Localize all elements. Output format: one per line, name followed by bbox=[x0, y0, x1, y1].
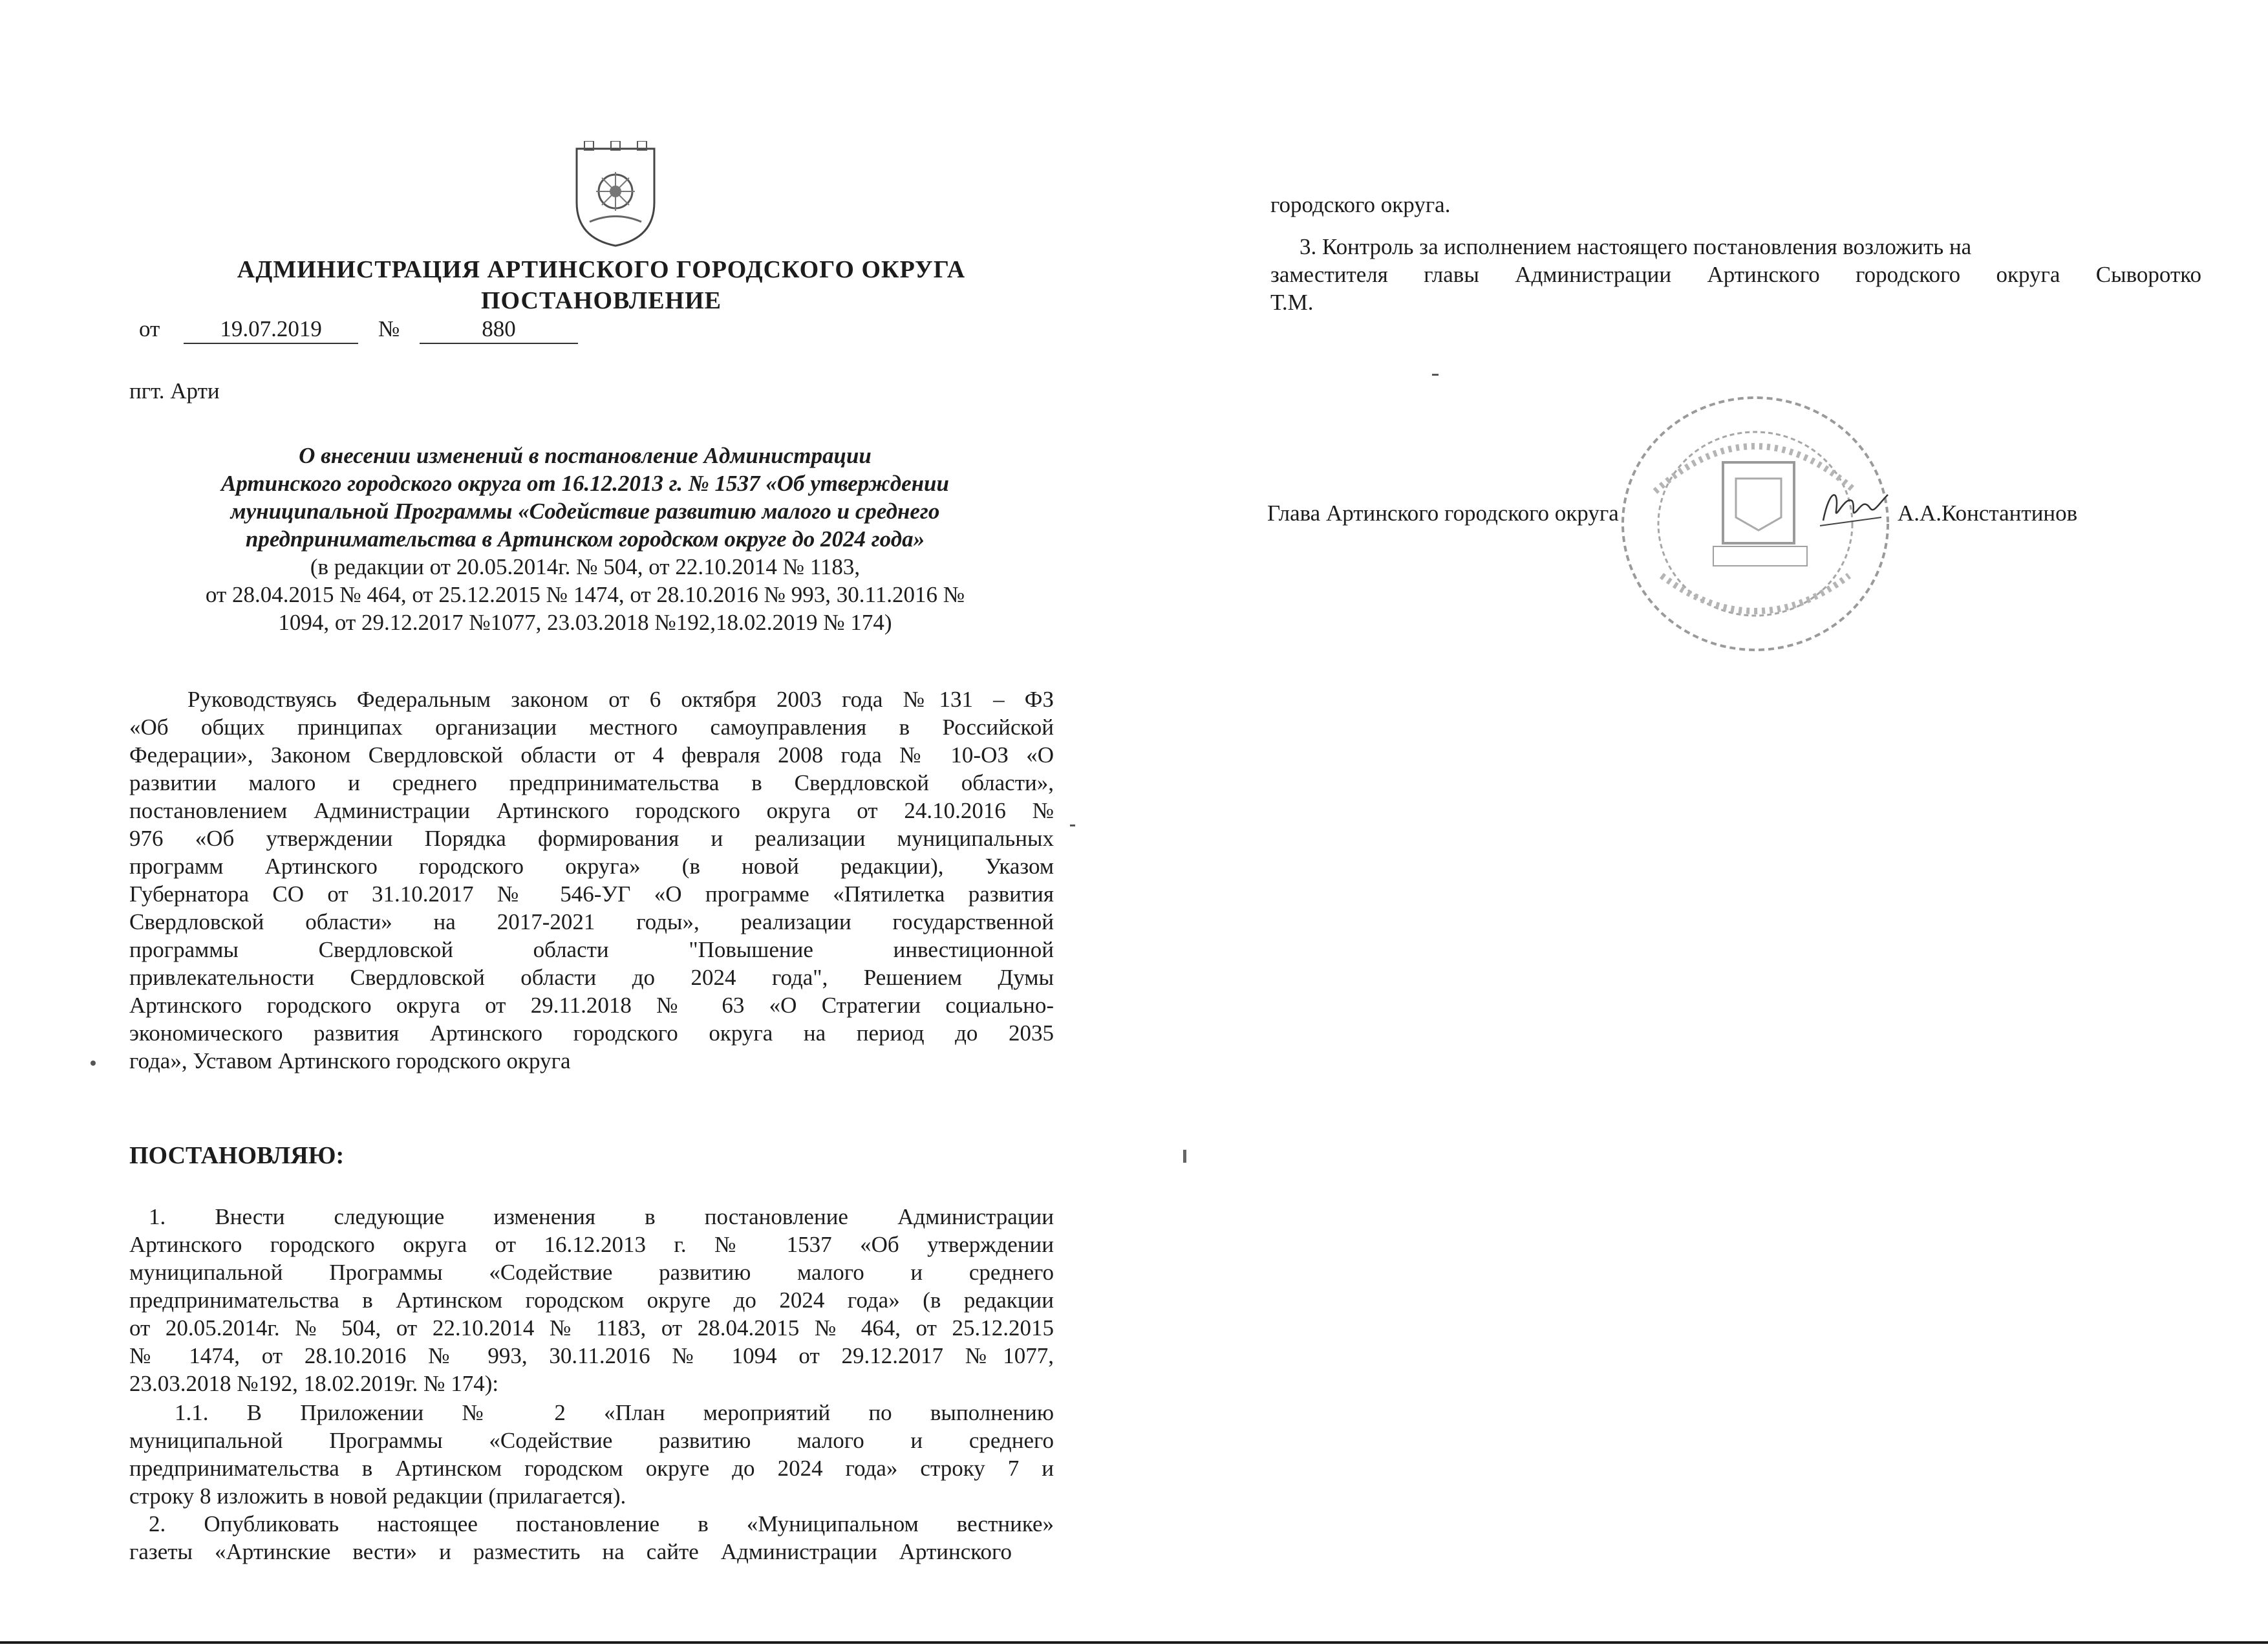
item-3 bbox=[1270, 233, 2201, 316]
date-prefix: от bbox=[139, 316, 160, 341]
scan-mark bbox=[1183, 1150, 1186, 1163]
scan-mark bbox=[91, 1061, 96, 1066]
preamble-line: «Об общих принципах организации местного самоуправления в Российской bbox=[129, 715, 1054, 740]
subject-line: предпринимательства в Артинском городском округе до 2024 года» bbox=[245, 526, 925, 552]
preamble-line: Губернатора СО от 31.10.2017 № 546-УГ «О программе «Пятилетка развития bbox=[129, 881, 1054, 907]
preamble-line: экономического развития Артинского городского округа на период до 2035 bbox=[129, 1020, 1054, 1046]
doc-type: ПОСТАНОВЛЕНИЕ bbox=[480, 287, 722, 314]
signatory-name: А.А.Константинов bbox=[1898, 501, 2078, 526]
item-line: 1.1. В Приложении № 2 «План мероприятий по выполнению bbox=[175, 1400, 1054, 1425]
item-line: 1. Внести следующие изменения в постановление Администрации bbox=[149, 1204, 1054, 1229]
item-line: № 1474, от 28.10.2016 № 993, 30.11.2016 № 1094 от 29.12.2017 №1077, bbox=[129, 1343, 1054, 1368]
item-2 bbox=[129, 1510, 1054, 1566]
item-line: предпринимательства в Артинском городском округе до 2024 года» строку 7 и bbox=[129, 1456, 1054, 1481]
preamble-line: Руководствуясь Федеральным законом от 6 октября 2003 года №131 – ФЗ bbox=[187, 687, 1054, 712]
item-1 bbox=[129, 1203, 1054, 1397]
subject-line: Артинского городского округа от 16.12.2013 г. № 1537 «Об утверждении bbox=[221, 471, 949, 496]
item-line: муниципальной Программы «Содействие развитию малого и среднего bbox=[129, 1428, 1054, 1453]
org-title: АДМИНИСТРАЦИЯ АРТИНСКОГО ГОРОДСКОГО ОКРУГА bbox=[237, 256, 966, 283]
preamble-line: Артинского городского округа от 29.11.2018 № 63 «О Стратегии социально- bbox=[129, 993, 1054, 1018]
subject-revisions bbox=[113, 553, 1057, 636]
number-prefix: № bbox=[378, 316, 400, 341]
preamble-line: программы Свердловской области "Повышение инвестиционной bbox=[129, 937, 1054, 962]
item-line: 23.03.2018 №192, 18.02.2019г. № 174): bbox=[129, 1371, 499, 1396]
doc-place: пгт. Арти bbox=[129, 378, 220, 404]
scan-bottom-edge bbox=[0, 1641, 2268, 1644]
item-line: 2. Опубликовать настоящее постановление в «Муниципальном вестнике» bbox=[149, 1511, 1054, 1536]
preamble-line: развитии малого и среднего предпринимательства в Свердловской области», bbox=[129, 770, 1054, 795]
handwritten-signature bbox=[1817, 482, 1894, 534]
preamble-line: постановлением Администрации Артинского городского округа от 24.10.2016 № bbox=[129, 798, 1054, 823]
preamble-line: Свердловской области» на 2017-2021 годы», реализации государственной bbox=[129, 909, 1054, 934]
preamble-line: Федерации», Законом Свердловской области от 4 февраля 2008 года № 10-ОЗ «О bbox=[129, 742, 1054, 768]
item-line: Артинского городского округа от 16.12.2013 г. № 1537 «Об утверждении bbox=[129, 1232, 1054, 1257]
subject-line: О внесении изменений в постановление Администрации bbox=[299, 443, 872, 468]
item-line: 3. Контроль за исполнением настоящего постановления возложить на bbox=[1300, 234, 1972, 259]
item-line: муниципальной Программы «Содействие развитию малого и среднего bbox=[129, 1260, 1054, 1285]
item-line: строку 8 изложить в новой редакции (прилагается). bbox=[129, 1483, 626, 1509]
preamble bbox=[129, 685, 1054, 1075]
doc-date: 19.07.2019 bbox=[184, 315, 358, 344]
scan-mark bbox=[1070, 824, 1075, 826]
revision-line: от 28.04.2015 № 464, от 25.12.2015 № 1474, от 28.10.2016 № 993, 30.11.2016 № bbox=[205, 582, 965, 607]
revision-line: (в редакции от 20.05.2014г. № 504, от 22.10.2014 № 1183, bbox=[310, 554, 861, 579]
right-page-continuation: городского округа. bbox=[1270, 192, 1451, 217]
signatory-position: Глава Артинского городского округа bbox=[1267, 501, 1619, 526]
doc-date-number-line bbox=[139, 315, 578, 344]
item-line: от 20.05.2014г. № 504, от 22.10.2014 № 1183, от 28.04.2015 № 464, от 25.12.2015 bbox=[129, 1315, 1054, 1341]
revision-line: 1094, от 29.12.2017 №1077, 23.03.2018 №192,18.02.2019 № 174) bbox=[278, 610, 892, 635]
item-line: заместителя главы Администрации Артинского городского округа Сыворотко bbox=[1270, 262, 2201, 287]
preamble-line: 976 «Об утверждении Порядка формирования и реализации муниципальных bbox=[129, 826, 1054, 851]
coat-of-arms-emblem bbox=[564, 141, 667, 248]
preamble-line: привлекательности Свердловской области до 2024 года", Решением Думы bbox=[129, 965, 1054, 990]
scan-mark bbox=[1432, 374, 1439, 376]
item-line: предпринимательства в Артинском городском округе до 2024 года» (в редакции bbox=[129, 1288, 1054, 1313]
doc-subject bbox=[113, 442, 1057, 553]
item-1-1 bbox=[129, 1399, 1054, 1510]
item-line: газеты «Артинские вести» и разместить на сайте Администрации Артинского bbox=[129, 1539, 1012, 1564]
subject-line: муниципальной Программы «Содействие развитию малого и среднего bbox=[230, 499, 940, 524]
preamble-line: программ Артинского городского округа» (в новой редакции), Указом bbox=[129, 854, 1054, 879]
item-line: Т.М. bbox=[1270, 290, 1314, 315]
preamble-line: года», Уставом Артинского городского округа bbox=[129, 1048, 571, 1073]
decree-word: ПОСТАНОВЛЯЮ: bbox=[129, 1142, 345, 1169]
doc-number: 880 bbox=[420, 315, 578, 344]
